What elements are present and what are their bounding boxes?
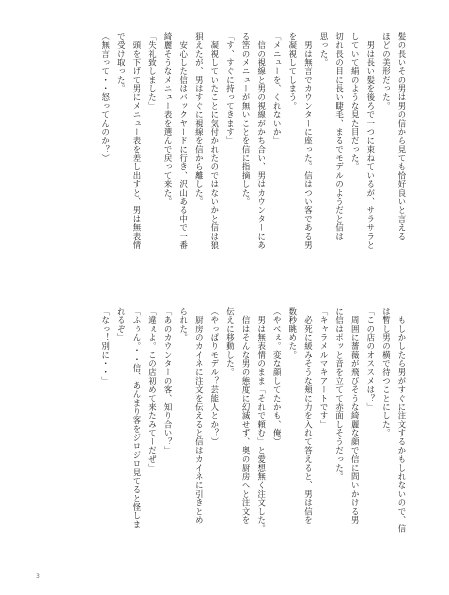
text-line: は暫し男の横で待つことにした。 <box>381 307 392 438</box>
text-line: 「なっ！別に・・」 <box>100 307 111 386</box>
text-line: 切れ長の目に長い睫毛、まるでモデルのようだと信は <box>334 32 345 241</box>
text-line: ほどの美形だった。 <box>381 32 392 111</box>
text-line: 男は無言でカウンターに座った。信はつい客である男 <box>303 32 314 250</box>
text-line: 「ふぅん。・・信、あんまり客をジロジロ見てると怪しま <box>131 307 142 529</box>
text-line: 「失礼致しました」 <box>147 32 158 111</box>
text-line: 安心した信はバックヤードに行き、沢山ある中で一番 <box>178 32 189 250</box>
text-line: 「違ぇよ。この店初めて来たみてーだぜ」 <box>147 307 158 473</box>
text-line: られた。 <box>178 307 189 342</box>
page-number: 3 <box>36 573 40 580</box>
text-line: 男は長い髪を後ろで一つに束ねているが、サラサラと <box>365 32 376 250</box>
text-line: 信はそんな男の態度に幻滅せず、奥の厨房へと注文を <box>241 307 252 525</box>
text-line: 厨房のカイネに注文を伝えると信はカイネに引きとめ <box>194 307 205 525</box>
text-line: 伝えに移動した。 <box>225 307 236 377</box>
text-line: 狽えたが、男はすぐに視線を信から離した。 <box>194 32 205 206</box>
text-line: もしかしたら男がすぐに注文するかもしれないので、信 <box>397 307 407 533</box>
text-line: していて絹のような見た目だった。 <box>350 32 361 172</box>
text-line: れるぞ」 <box>116 307 127 342</box>
text-line: 必死に緩みそうな頬に力を入れて答えると、男は信を <box>303 307 314 525</box>
text-line: 信の視線と男の視線がかち合い、男はカウンターにあ <box>256 32 267 250</box>
lower-text-block <box>97 307 409 569</box>
text-line: 髪の長いその男は男の信から見ても恰好良いと言える <box>397 32 407 241</box>
upper-text-block <box>97 32 409 282</box>
text-line: 綺麗そうなメニュー表を選んで戻って来た。 <box>163 32 174 206</box>
text-line: （やべぇ。変な顔してたかも、俺） <box>272 307 283 447</box>
text-line: に信はポッと音を立てて赤面しそうだった。 <box>334 307 345 481</box>
text-line: を凝視してしまう。 <box>287 32 298 111</box>
text-line: 周囲に薔薇が飛びそうな綺麗な顔で信に問いかける男 <box>350 307 361 525</box>
text-line: 男は無表情のまま「それで頼む」と愛想無く注文した。 <box>256 307 267 533</box>
text-line: 「メニューを、くれないか」 <box>272 32 283 145</box>
text-line: 頭を下げて男にメニュー表を差し出すと、男は無表情 <box>131 32 142 250</box>
text-line: 数秒眺めた。 <box>287 307 298 360</box>
text-line: 「す、すぐに持ってきます」 <box>225 32 236 145</box>
text-line: る筈のメニューが無いことを信に指摘した。 <box>241 32 252 206</box>
text-line: 「この店のオススメは？」 <box>365 307 376 412</box>
text-line: （無言って・・怒ってんのか？） <box>100 32 111 163</box>
text-line: 凝視していたことに気付かれたのではないかと信は狼 <box>209 32 220 250</box>
text-line: （やっぱりモデル？芸能人とか？） <box>209 307 220 447</box>
text-line: で受け取った。 <box>116 32 127 93</box>
text-line: 「キャラメルマキアートです」 <box>319 307 330 429</box>
text-line: 「あのカウンターの客、知り合い？」 <box>163 307 174 455</box>
text-line: 思った。 <box>319 32 330 67</box>
